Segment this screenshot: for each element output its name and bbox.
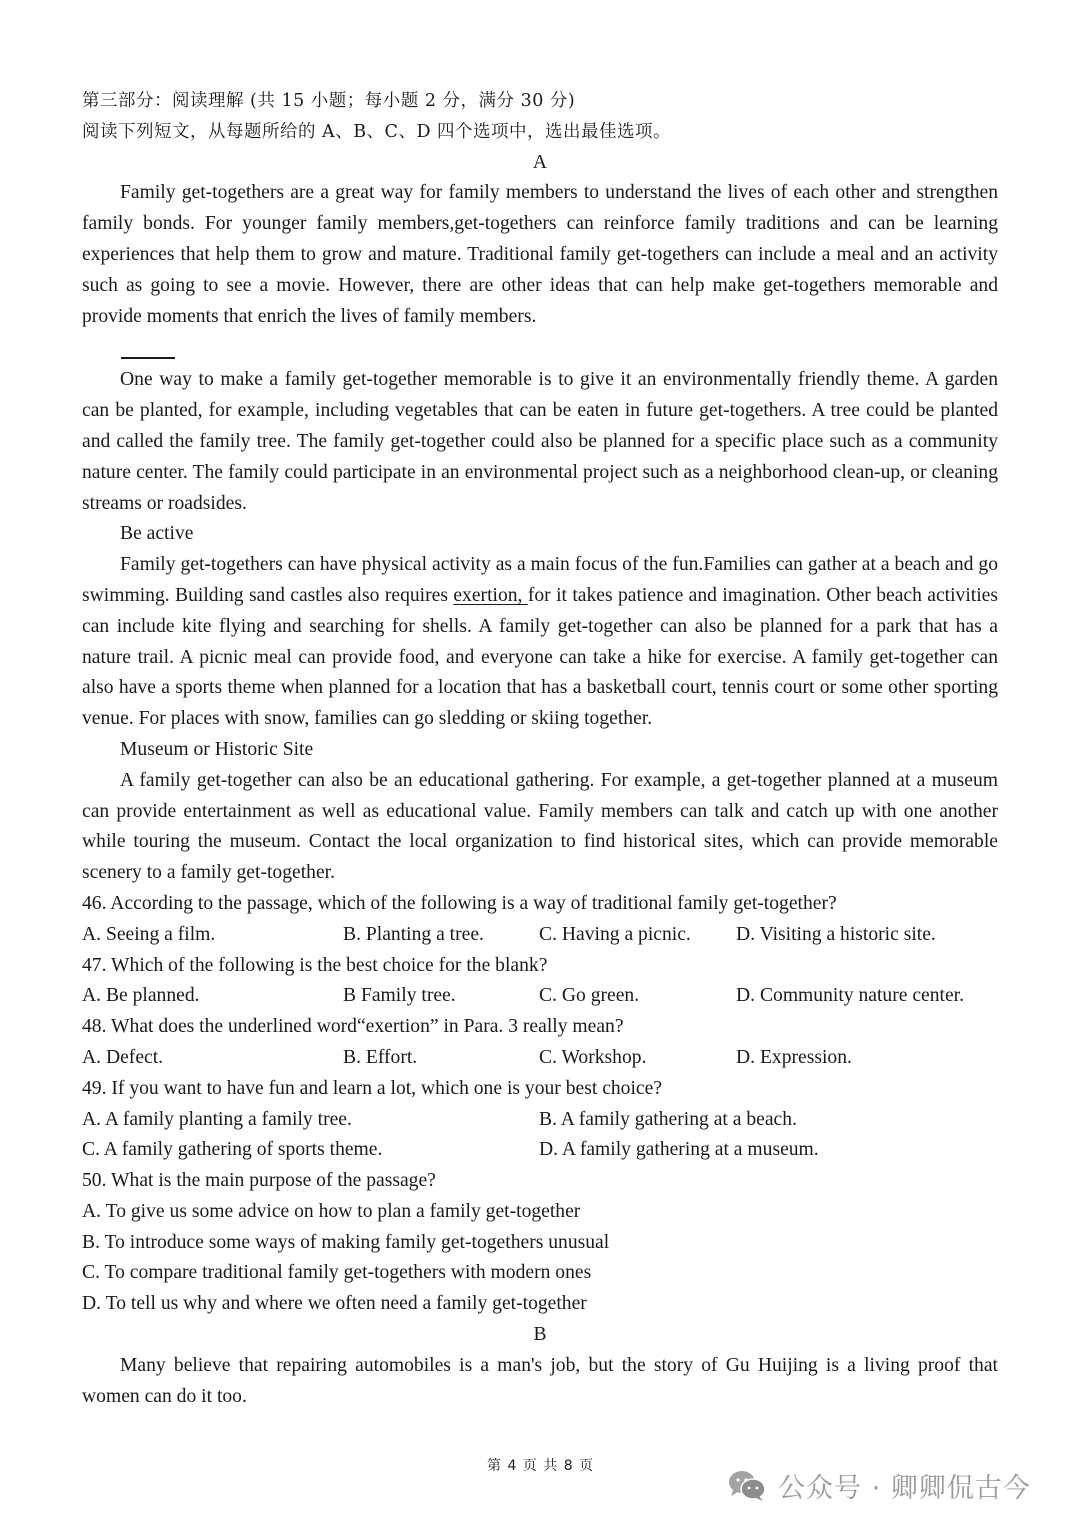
question-46-stem: 46. According to the passage, which of the following is a way of traditional family get-together?	[82, 892, 837, 914]
q50-option-d: D. To tell us why and where we often need a family get-together	[82, 1293, 587, 1315]
heading-museum: Museum or Historic Site	[120, 738, 314, 760]
blank-heading-line	[121, 356, 175, 359]
page-indicator: 第 4 页 共 8 页	[487, 1458, 595, 1474]
question-47-options	[82, 981, 998, 1012]
q48-option-c: C. Workshop.	[539, 1046, 647, 1068]
q47-option-d: D. Community nature center.	[736, 985, 964, 1007]
q47-option-a: A. Be planned.	[82, 985, 200, 1007]
q46-option-b: B. Planting a tree.	[343, 923, 484, 945]
wechat-icon	[728, 1470, 766, 1502]
q50-option-a: A. To give us some advice on how to plan a family get-together	[82, 1200, 581, 1222]
question-46-options	[82, 920, 998, 951]
q46-option-a: A. Seeing a film.	[82, 923, 216, 945]
q49-option-a: A. A family planting a family tree.	[82, 1108, 352, 1130]
q47-option-b: B Family tree.	[343, 985, 456, 1007]
passage-a-active-paragraph	[82, 550, 998, 735]
question-50-stem: 50. What is the main purpose of the passage?	[82, 1170, 436, 1192]
q46-option-d: D. Visiting a historic site.	[736, 923, 936, 945]
underlined-word-exertion: exertion,	[453, 584, 528, 606]
section-instruction: 阅读下列短文，从每题所给的 A、B、C、D 四个选项中，选出最佳选项。	[82, 121, 672, 142]
question-49-options-row1	[82, 1105, 998, 1136]
passage-a-label: A	[532, 151, 548, 173]
q49-option-d: D. A family gathering at a museum.	[539, 1139, 819, 1161]
q46-option-c: C. Having a picnic.	[539, 923, 691, 945]
question-49-options-row2	[82, 1135, 998, 1166]
question-48-stem: 48. What does the underlined word“exertion” in Para. 3 really mean?	[82, 1016, 624, 1038]
question-49-stem: 49. If you want to have fun and learn a lot, which one is your best choice?	[82, 1077, 663, 1099]
passage-a-museum-paragraph: A family get-together can also be an educational gathering. For example, a get-together planned at a museum can provide entertainment as well as educational value. Family members can talk and catch up with one another while touring the museum. Contact the local organization to find historical sites, which can provide memorable scenery to a family get-together.	[82, 769, 998, 884]
active-text-after: for it takes patience and imagination. Other beach activities can include kite flying and searching for shells. A family get-together can also be planned for a park that has a nature trail. A picnic meal can provide food, and everyone can take a hike for exercise. A family get-together can also have a sports theme when planned for a location that has a basketball court, tennis court or some other sporting venue. For places with snow, families can go sledding or skiing together.	[82, 584, 998, 730]
heading-be-active: Be active	[120, 523, 194, 545]
exam-page	[82, 86, 998, 1412]
passage-a-green-paragraph: One way to make a family get-together memorable is to give it an environmentally friendly theme. A garden can be planted, for example, including vegetables that can be eaten in future get-togethers. A tree could be planted and called the family tree. The family get-together could also be planned for a specific place such as a community nature center. The family could participate in an environmental project such as a neighborhood clean-up, or cleaning streams or roadsides.	[82, 369, 998, 514]
q48-option-a: A. Defect.	[82, 1046, 164, 1068]
q47-option-c: C. Go green.	[539, 985, 640, 1007]
passage-a-intro: Family get-togethers are a great way for family members to understand the lives of each other and strengthen family bonds. For younger family members,get-togethers can reinforce family traditions and can be learning experiences that help them to grow and mature. Traditional family get-togethers can include a meal and an activity such as going to see a movie. However, there are other ideas that can help make get-togethers memorable and provide moments that enrich the lives of family members.	[82, 182, 998, 327]
q50-option-b: B. To introduce some ways of making family get-togethers unusual	[82, 1231, 610, 1253]
q50-option-c: C. To compare traditional family get-togethers with modern ones	[82, 1262, 592, 1284]
q48-option-d: D. Expression.	[736, 1046, 852, 1068]
q49-option-c: C. A family gathering of sports theme.	[82, 1139, 383, 1161]
passage-b-label: B	[533, 1324, 547, 1346]
passage-b-intro: Many believe that repairing automobiles is a man's job, but the story of Gu Huijing is a living proof that women can do it too.	[82, 1354, 998, 1407]
q49-option-b: B. A family gathering at a beach.	[539, 1108, 797, 1130]
active-text-before: Family get-togethers can have physical activity as a main focus of the fun.Families can gather at a beach and go swimming. Building sand castles also requires	[82, 554, 998, 606]
watermark-text: 公众号 · 卿卿侃古今	[778, 1473, 1031, 1504]
question-47-stem: 47. Which of the following is the best choice for the blank?	[82, 954, 548, 976]
q48-option-b: B. Effort.	[343, 1046, 418, 1068]
watermark	[728, 1466, 1031, 1505]
section-title: 第三部分：阅读理解 (共 15 小题；每小题 2 分，满分 30 分)	[82, 91, 576, 111]
question-48-options	[82, 1043, 998, 1074]
